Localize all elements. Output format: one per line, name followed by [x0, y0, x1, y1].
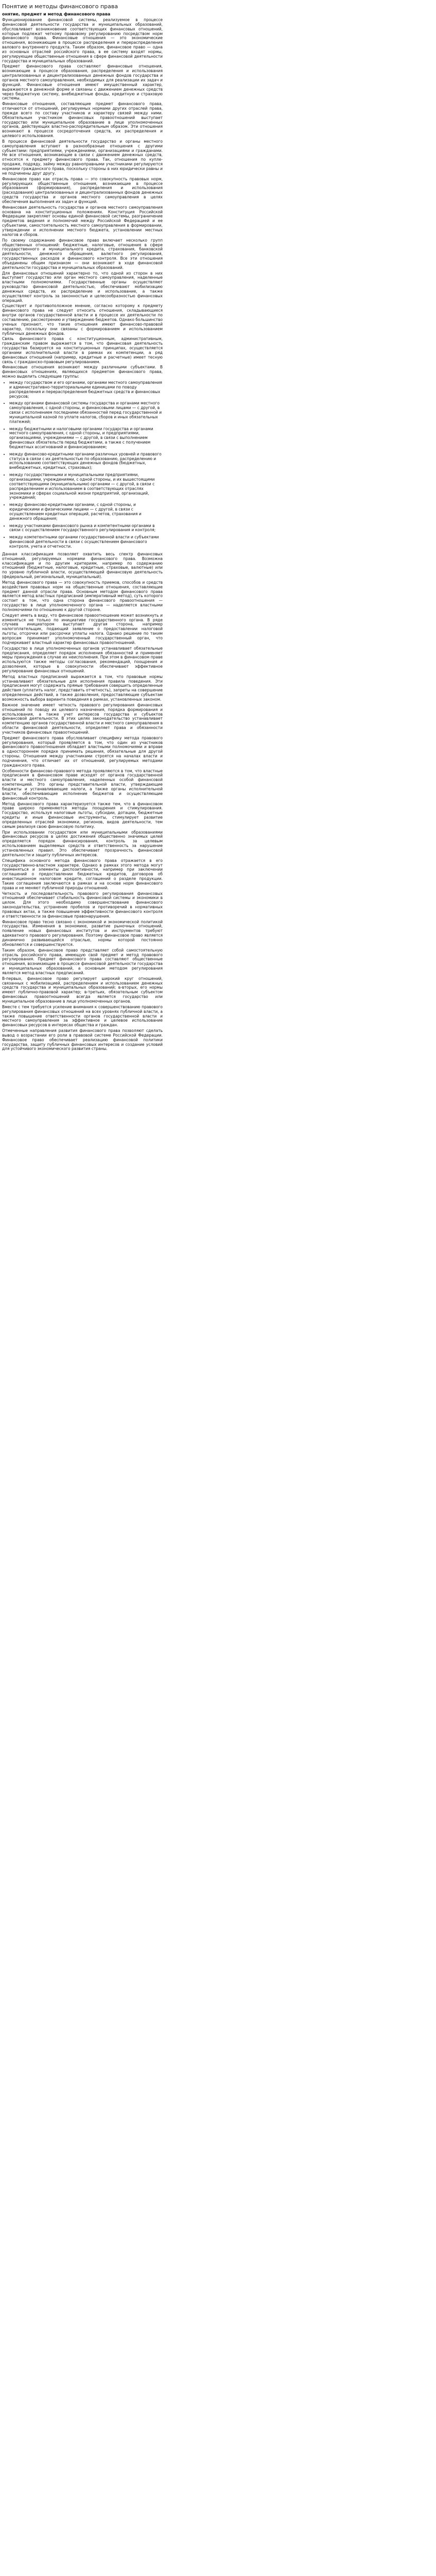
paragraph: Вместе с тем требуется усиление внимания к совершенствованию правового регулирования финансовых отношений на всех уровнях публичной власти, а также повышение ответственности органов государственной власти и местного самоуправления за эффективное и целевое использование финансовых ресурсов в интересах общества и граждан.	[2, 1004, 163, 1028]
paragraph: В процессе финансовой деятельности государство и органы местного самоуправления вступают в разнообразные отношения с другими субъектами: предприятиями, учреждениями, организациями и гражданами. Не все отношения, возникающие в связи с движением денежных средств, относятся к предмету финансового права. Так, отношения по купле-продаже, подряду, займу между равноправными участниками регулируются нормами гражданского права, поскольку стороны в них юридически равны и не подчинены друг другу.	[2, 139, 163, 176]
paragraph: Финансовое право тесно связано с экономикой и экономической политикой государства. Изменения в экономике, развитие рыночных отношений, появление новых финансовых институтов и инструментов требуют адекватного правового регулирования. Поэтому финансовое право является динамично развивающейся отраслью, нормы которой постоянно обновляются и совершенствуются.	[2, 919, 163, 947]
paragraph: Специфика основного метода финансового права отражается в его государственно-властном характере. Однако в рамках этого метода могут применяться и элементы диспозитивности, например при заключении соглашений о предоставлении бюджетных кредитов, договоров об инвестиционном налоговом кредите, соглашений о разделе продукции. Такие соглашения заключаются в рамках и на основе норм финансового права и не меняют публичной природы отношений.	[2, 858, 163, 890]
closing-text	[2, 552, 163, 1052]
section-heading: онятие, предмет и метод финансового права	[2, 12, 111, 16]
relation-groups-list	[2, 381, 163, 549]
paragraph: Государство в лице уполномоченных органов устанавливает обязательные предписания, определяет порядок исполнения обязанностей и применяет меры принуждения в случае их неисполнения. При этом в финансовом праве используются также методы согласования, рекомендаций, поощрения и дозволения, которые в совокупности обеспечивают эффективное регулирование финансовых отношений.	[2, 646, 163, 673]
paragraph: Финансовая деятельность государства и органов местного самоуправления основана на конституционных положениях. Конституция Российской Федерации закрепляет основы единой финансовой системы, разграничение предметов ведения и полномочий между Российской Федерацией и ее субъектами, самостоятельность местного самоуправления в формировании, утверждении и исполнении местного бюджета, установлении местных налогов и сборов.	[2, 205, 163, 237]
list-item: • между финансово-кредитными органами, с одной стороны, и юридическими и физическими лицами — с другой, в связи с осуществлением кредитных операций, расчетов, страхования и денежного обращения;	[9, 503, 163, 521]
list-item: • между государством и его органами, органами местного самоуправления и административно-территориальными единицами по поводу распределения и перераспределения бюджетных средств и финансовых ресурсов;	[9, 381, 163, 399]
list-item: • между бюджетными и налоговыми органами государства и органами местного самоуправления, с одной стороны, и предприятиями, организациями, учреждениями — с другой, в связи с выполнением финансовых обязательств перед бюджетами, а также с получением бюджетных ассигнований и финансированием;	[9, 427, 163, 450]
paragraph: Таким образом, финансовое право представляет собой самостоятельную отрасль российского права, имеющую свой предмет и метод правового регулирования. Предмет финансового права составляют общественные отношения, возникающие в процессе финансовой деятельности государства и муниципальных образований, а основным методом регулирования является метод властных предписаний.	[2, 947, 163, 975]
paragraph: Предмет финансового права обусловливает специфику метода правового регулирования, который проявляется в том, что один из участников финансового правоотношения обладает властными полномочиями и вправе в одностороннем порядке принимать решения, обязательные для другой стороны. Отношения между участниками строятся на началах власти и подчинения, что отличает их от отношений, регулируемых методами гражданского права.	[2, 735, 163, 768]
paragraph: Предмет финансового права составляют финансовые отношения, возникающие в процессе образования, распределения и использования централизованных и децентрализованных денежных фондов государства и органов местного самоуправления, необходимых для реализации их задач и функций. Финансовые отношения имеют имущественный характер, выражаются в денежной форме и связаны с движением денежных средств через бюджетную систему, внебюджетные фонды, кредитную и страховую системы.	[2, 64, 163, 101]
list-item: • между государственными и муниципальными предприятиями, организациями, учреждениями, с одной стороны, и их вышестоящими соответствующими (муниципальными) органами — с другой, в связи с распределением и использованием в соответствующих отраслях экономики и сферах социальной жизни предприятий, организаций, учреждений;	[9, 473, 163, 500]
intro-text	[2, 18, 163, 379]
paragraph: Четкость и последовательность правового регулирования финансовых отношений обеспечивает стабильность финансовой системы и экономики в целом. Для этого необходимо совершенствование финансового законодательства, устранение пробелов и противоречий в нормативных правовых актах, а также повышение эффективности финансового контроля и ответственности за финансовые правонарушения.	[2, 891, 163, 919]
paragraph: Метод властных предписаний выражается в том, что правовые нормы устанавливают обязательные для исполнения правила поведения. Эти предписания могут содержать прямые требования совершить определенные действия (уплатить налог, представить отчетность), запреты на совершение определенных действий, а также дозволения, предоставляющие субъектам возможность выбора варианта поведения в рамках, установленных законом.	[2, 674, 163, 702]
paragraph: Финансовое право как отрасль права — это совокупность правовых норм, регулирующих общественные отношения, возникающие в процессе образования (формирования), распределения и использования (расходования) централизованных и децентрализованных фондов денежных средств государства и органов местного самоуправления в целях обеспечения выполнения их задач и функций.	[2, 176, 163, 204]
list-item: • между финансово-кредитными органами различных уровней и правового статуса в связи с их деятельностью по образованию, распределению и использованию соответствующих денежных фондов (бюджетных, внебюджетных, кредитных, страховых);	[9, 452, 163, 470]
paragraph: Отмеченные направления развития финансового права позволяют сделать вывод о возрастании его роли в правовой системе Российской Федерации. Финансовое право обеспечивает реализацию финансовой политики государства, защиту публичных финансовых интересов и создание условий для устойчивого экономического развития страны.	[2, 1028, 163, 1052]
paragraph: Связь финансового права с конституционным, административным, гражданским правом выражается в том, что финансовая деятельность государства базируется на конституционных принципах, осуществляется органами исполнительной власти в рамках их компетенции, а ряд финансовых отношений (например, кредитные и расчетные) имеет тесную связь с гражданско-правовым регулированием.	[2, 336, 163, 364]
list-item: • между органами финансовой системы государства и органами местного самоуправления, с одной стороны, и финансовыми лицами — с другой, в связи с исполнением последними обязанностей перед государственной и муниципальной казной по уплате налогов, сборов и иных обязательных платежей;	[9, 401, 163, 424]
paragraph: Данная классификация позволяет охватить весь спектр финансовых отношений, регулируемых нормами финансового права. Возможна классификация и по другим критериям, например по содержанию отношений (бюджетные, налоговые, кредитные, страховые, валютные) или по уровню публичной власти, осуществляющей финансовую деятельность (федеральный, региональный, муниципальный).	[2, 551, 163, 580]
paragraph: Существует и противоположное мнение, согласно которому к предмету финансового права не следует относить отношения, складывающиеся внутри органов государственной власти и в процессе их деятельности по составлению, рассмотрению и утверждению бюджетов. Однако большинство ученых признают, что такие отношения имеют финансово-правовой характер, поскольку они связаны с формированием и использованием публичных денежных фондов.	[2, 303, 163, 336]
paragraph: Особенности финансово-правового метода проявляются в том, что властные предписания в финансовом праве исходят от органов государственной власти и местного самоуправления, наделенных особой финансовой компетенцией. Это органы представительной власти, утверждающие бюджеты и устанавливающие налоги, а также органы исполнительной власти, обеспечивающие исполнение бюджетов и осуществляющие финансовый контроль.	[2, 768, 163, 801]
paragraph: Для финансовых отношений характерно то, что одной из сторон в них выступает государство или орган местного самоуправления, наделенные властными полномочиями. Государственные органы осуществляют руководство финансовой деятельностью, обеспечивают мобилизацию денежных средств, их распределение и использование, а также осуществляют контроль за законностью и целесообразностью финансовых операций.	[2, 270, 163, 303]
paragraph: Метод финансового права — это совокупность приемов, способов и средств воздействия правовых норм на общественные отношения, составляющие предмет данной отрасли права. Основным методом финансового права является метод властных предписаний (императивный метод), суть которого состоит в том, что одна сторона финансового правоотношения — государство в лице уполномоченного органа — наделяется властными полномочиями по отношению к другой стороне.	[2, 580, 163, 612]
list-item: • между компетентными органами государственной власти и субъектами финансовой деятельности в связи с осуществлением финансового контроля, учета и отчетности.	[9, 535, 163, 549]
paragraph: В-первых, финансовое право регулирует широкий круг отношений, связанных с мобилизацией, распределением и использованием денежных средств государства и муниципальных образований; в-вторых, его нормы имеют публично-правовой характер; в-третьих, обязательным субъектом финансовых правоотношений всегда является государство или муниципальное образование в лице уполномоченных органов.	[2, 976, 163, 1004]
paragraph: Финансовые отношения, составляющие предмет финансового права, отличаются от отношений, регулируемых нормами других отраслей права, прежде всего по составу участников и характеру связей между ними. Обязательным участником финансовых правоотношений выступает государство или муниципальное образование в лице уполномоченных органов, действующих властно-распорядительным образом. Эти отношения возникают в процессе сосредоточения средств, их распределения и целевого использования.	[2, 101, 163, 139]
paragraph: По своему содержанию финансовое право включает несколько групп общественных отношений: бюджетные, налоговые, отношения в сфере государственного и муниципального кредита, страхования, банковской деятельности, денежного обращения, валютного регулирования, государственных расходов и финансового контроля. Все эти отношения объединены общим признаком — они возникают в ходе финансовой деятельности государства и муниципальных образований.	[2, 238, 163, 270]
document-page	[0, 0, 165, 1057]
paragraph: Важное значение имеет четкость правового регулирования финансовых отношений по поводу их целевого назначения, порядка формирования и использования, а также учет интересов государства и субъектов финансовой деятельности. В этих целях законодательство устанавливает компетенцию органов государственной власти и местного самоуправления в области финансовой деятельности, определяет права и обязанности участников финансовых правоотношений.	[2, 702, 163, 735]
paragraph: Финансовые отношения возникают между различными субъектами. В финансовых отношениях, являющихся предметом финансового права, можно выделить следующие группы:	[2, 365, 163, 379]
paragraph: Следует иметь в виду, что финансовое правоотношение может возникнуть и изменяться не только по инициативе государственного органа. В ряде случаев инициатором выступает другая сторона, например налогоплательщик, подающий заявление о предоставлении налоговой льготы, отсрочки или рассрочки уплаты налога. Однако решение по таким вопросам принимает уполномоченный государственный орган, что подчеркивает властный характер финансовых правоотношений.	[2, 613, 163, 645]
list-item: • между участниками финансового рынка и компетентными органами в связи с осуществлением государственного регулирования и контроля;	[9, 524, 163, 533]
paragraph: Функционирование финансовой системы, реализуемое в процессе финансовой деятельности государства и муниципальных образований, обусловливает возникновение соответствующих финансовых отношений, которые подлежат четкому правовому регулированию посредством норм финансового права. Финансовые отношения — это экономические отношения, возникающие в процессе распределения и перераспределения валового внутреннего продукта. Таким образом, финансовое право — одна из основных отраслей российского права, в ее систему входят нормы, регулирующие общественные отношения в сфере финансовой деятельности государства и муниципальных образований.	[2, 18, 163, 63]
paragraph: Метод финансового права характеризуется также тем, что в финансовом праве широко применяются методы поощрения и стимулирования. Государство, используя налоговые льготы, субсидии, дотации, бюджетные кредиты и иные финансовые инструменты, стимулирует развитие определенных отраслей экономики, регионов, видов деятельности, тем самым реализуя свою финансовую политику.	[2, 801, 163, 829]
page-title: Понятие и методы финансового права	[2, 3, 118, 10]
paragraph: При использовании государством или муниципальными образованиями финансовых ресурсов в целях достижения общественно значимых целей определяется порядок финансирования, контроль за целевым использованием выделяемых средств и ответственность за нарушение установленных правил. Это обеспечивает прозрачность финансовой деятельности и защиту публичных интересов.	[2, 829, 163, 857]
